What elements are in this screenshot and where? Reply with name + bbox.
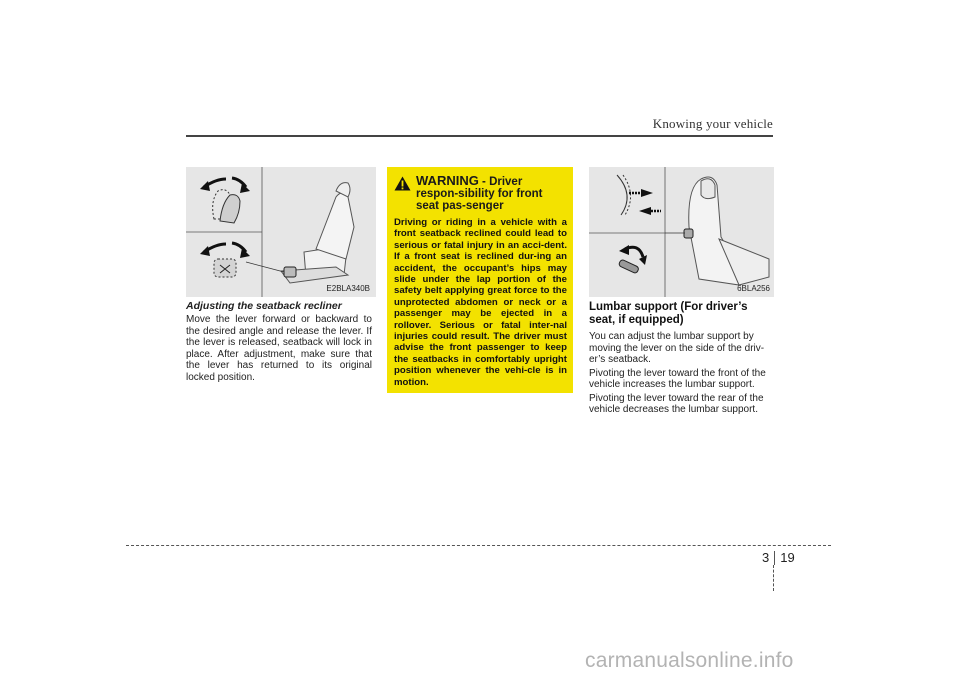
- seatback-recliner-figure: [186, 167, 376, 297]
- figure-code: E2BLA340B: [326, 284, 370, 293]
- lumbar-paragraph: You can adjust the lumbar support by moving the lever on the side of the driv-er’s seatback.: [589, 331, 765, 365]
- warning-triangle-icon: [394, 176, 411, 191]
- figure-code: 6BLA256: [737, 284, 770, 293]
- warning-title: [416, 175, 567, 212]
- warning-text: Driving or riding in a vehicle with a front seatback reclined could lead to serious or fatal injury in an acci-dent. If a front seat is reclined dur-ing an accident, the occupant’s hips may slide under the lap portion of the safety belt applying great force to the unprotected abdomen or neck or a passenger may be ejected in a rollover. Serious or fatal inter-nal injuries could result. The driver must advise the front passenger to keep the seatbacks in comfortably upright position whenever the vehi-cle is in motion.: [394, 217, 567, 388]
- warning-label: WARNING: [416, 173, 479, 188]
- lumbar-paragraph: Pivoting the lever toward the front of the vehicle increases the lumbar support.: [589, 367, 766, 390]
- page-number: [762, 550, 795, 565]
- chapter-number: 3: [762, 550, 770, 565]
- footer-vertical-rule: [773, 565, 774, 591]
- footer-rule: [126, 545, 831, 546]
- recliner-body-text: Move the lever forward or backward to the desired angle and release the lever. If the lever is released, seatback will lock in place. After adjustment, make sure that the lever has returned to its original locked position.: [186, 314, 372, 383]
- watermark: carmanualsonline.info: [585, 649, 794, 672]
- recliner-subheading: Adjusting the seatback recliner: [186, 300, 342, 312]
- page-number-value: 19: [780, 550, 795, 565]
- lumbar-support-figure: [589, 167, 774, 297]
- warning-box: [387, 167, 573, 393]
- right-column: [589, 301, 774, 417]
- section-title: Knowing your vehicle: [652, 116, 773, 131]
- lumbar-illustration: [589, 167, 774, 297]
- lumbar-paragraph: Pivoting the lever toward the rear of the vehicle decreases the lumbar support.: [589, 392, 764, 415]
- warning-header: [394, 175, 567, 212]
- lumbar-subheading: Lumbar support (For driver’s seat, if equipped): [589, 301, 748, 326]
- page-separator: [774, 551, 775, 565]
- header-rule: [186, 135, 773, 137]
- warning-title-text: - Driver respon-sibility for front seat pas-senger: [416, 176, 543, 212]
- seat-recliner-illustration: [186, 167, 376, 297]
- left-column: [186, 300, 372, 383]
